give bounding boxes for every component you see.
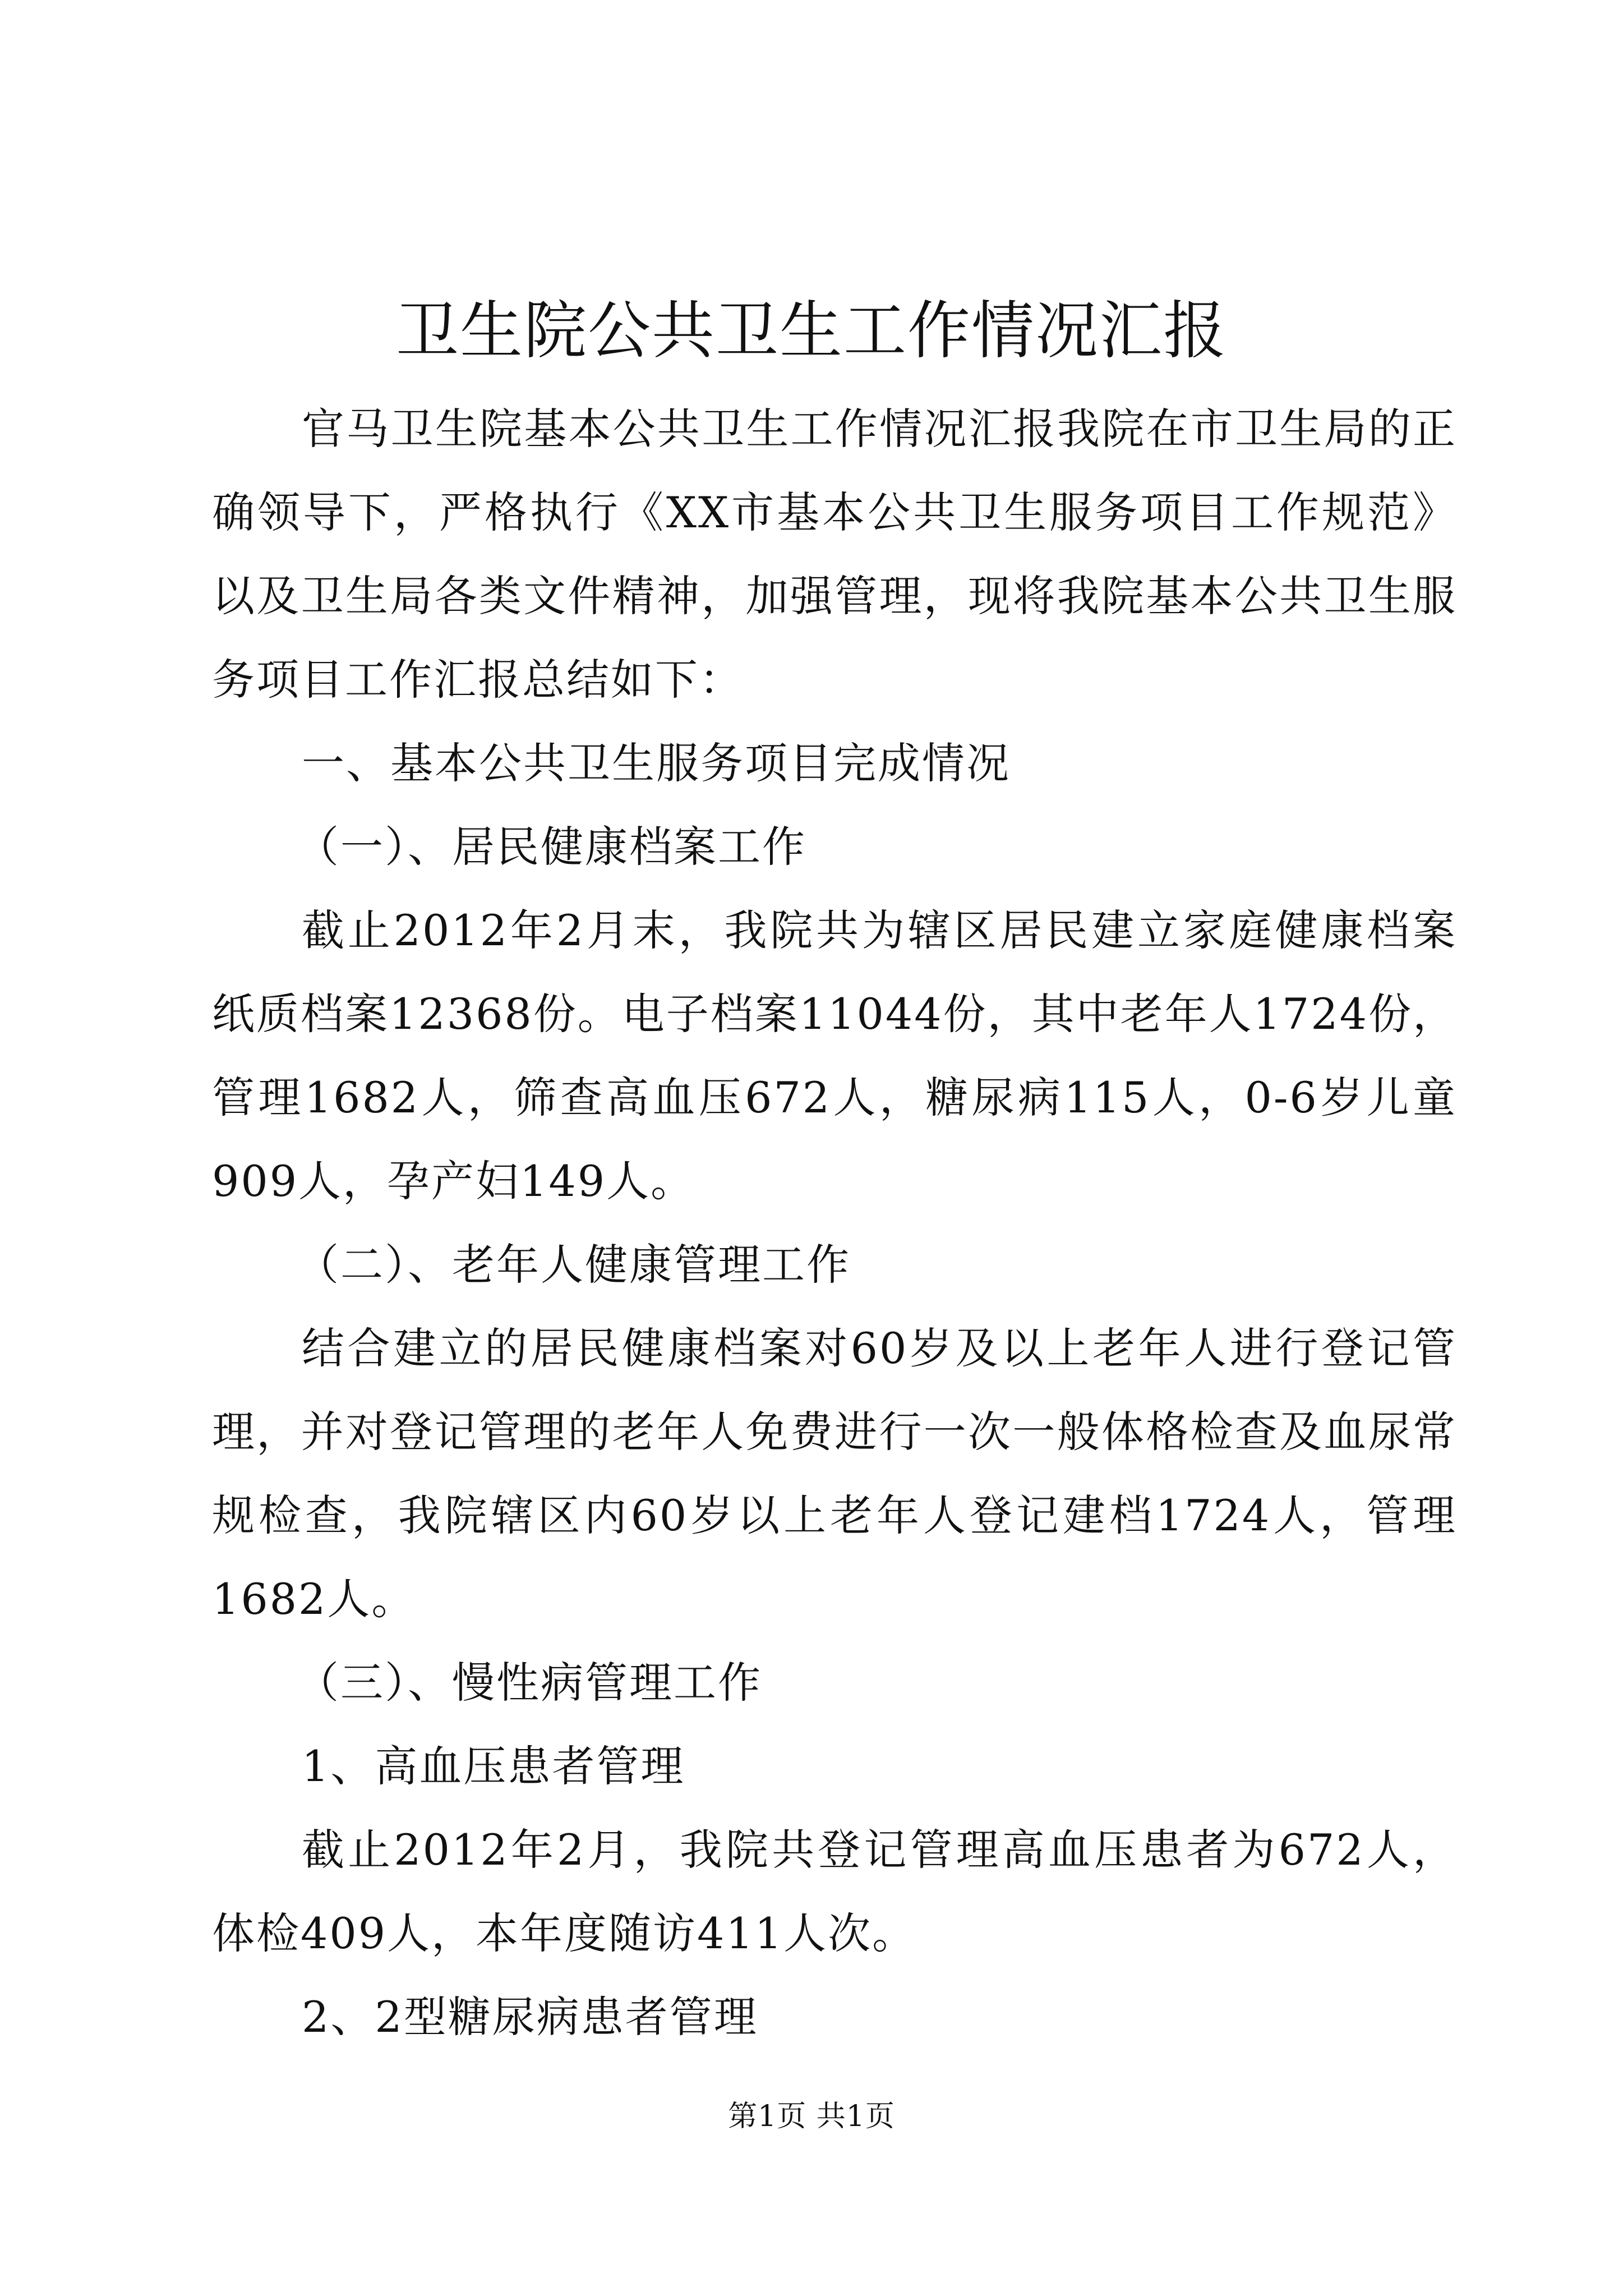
page-footer: 第1页 共1页 [728, 2100, 895, 2133]
section-heading-1: 一、基本公共卫生服务项目完成情况 [302, 738, 1011, 788]
elderly-management-paragraph: 结合建立的居民健康档案对60岁及以上老年人进行登记管理，并对登记管理的老年人免费进行一次一般体格检查及血尿常规检查，我院辖区内60岁以上老年人登记建档1724人，管理1682人。 [212, 1323, 1457, 1624]
document-body [212, 387, 1457, 2059]
health-records-paragraph: 截止2012年2月末，我院共为辖区居民建立家庭健康档案纸质档案12368份。电子档案11044份，其中老年人1724份，管理1682人，筛查高血压672人，糖尿病115人，0-6岁儿童909人，孕产妇149人。 [212, 905, 1457, 1206]
intro-paragraph: 官马卫生院基本公共卫生工作情况汇报我院在市卫生局的正确领导下，严格执行《XX市基本公共卫生服务项目工作规范》以及卫生局各类文件精神，加强管理，现将我院基本公共卫生服务项目工作汇报总结如下： [212, 404, 1457, 705]
subsection-heading-elderly: （二）、老年人健康管理工作 [296, 1240, 851, 1290]
diabetes-heading: 2、2型糖尿病患者管理 [302, 1992, 758, 2042]
subsection-heading-health-records: （一）、居民健康档案工作 [296, 822, 806, 872]
hypertension-heading: 1、高血压患者管理 [302, 1741, 685, 1791]
hypertension-paragraph: 截止2012年2月，我院共登记管理高血压患者为672人，体检409人，本年度随访411人次。 [212, 1825, 1457, 1958]
subsection-heading-chronic: （三）、慢性病管理工作 [296, 1658, 762, 1708]
document-title: 卫生院公共卫生工作情况汇报 [396, 295, 1227, 367]
